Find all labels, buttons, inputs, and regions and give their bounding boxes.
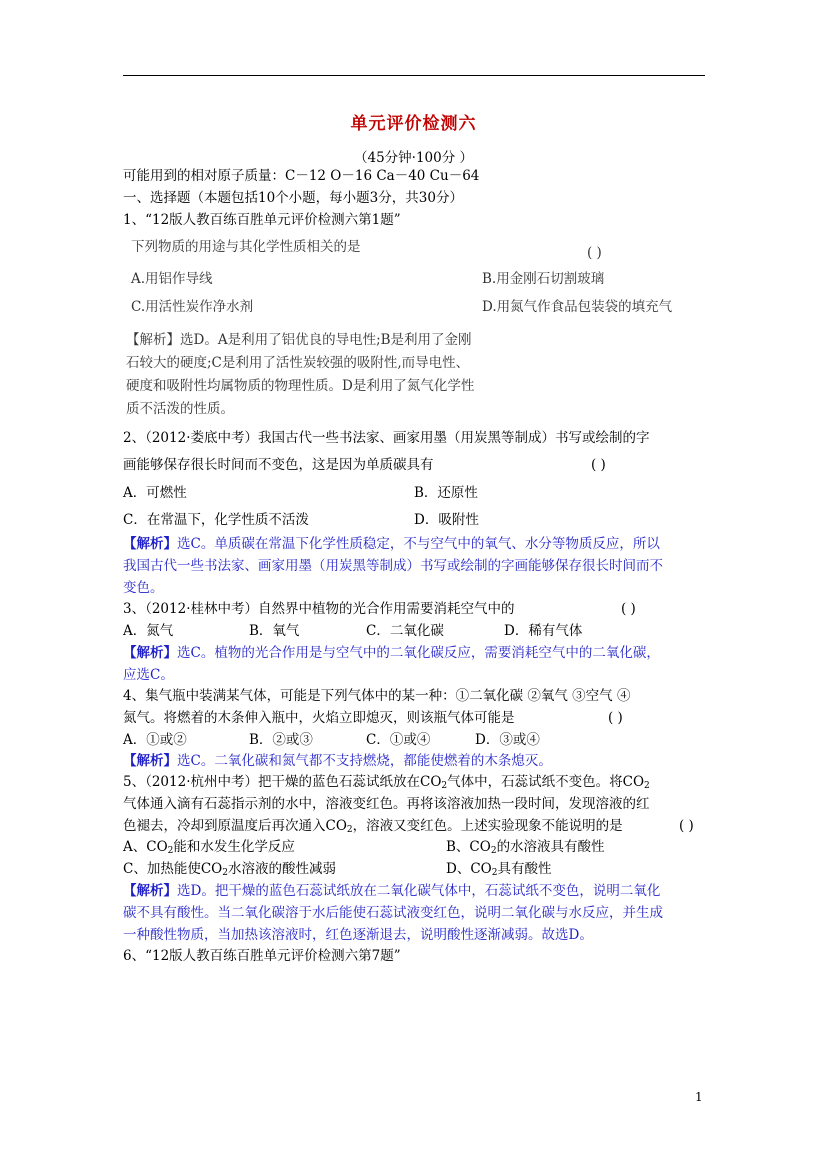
q3-option-d: D．稀有气体	[504, 623, 583, 639]
subscript: 2	[490, 846, 497, 856]
q5-option-d	[446, 860, 551, 882]
q4-option-b: B．②或③	[249, 732, 313, 748]
section-heading: 一、选择题（本题包括10个小题，每小题3分，共30分）	[123, 190, 463, 206]
q5-option-c	[123, 860, 336, 882]
q2-option-d: D．吸附性	[414, 512, 479, 528]
q2-analysis-line: 变色。	[123, 580, 164, 596]
q1-option-a: A.用铝作导线	[131, 271, 213, 287]
analysis-text: 选C。植物的光合作用是与空气中的二氧化碳反应，需要消耗空气中的二氧化碳，	[177, 645, 660, 661]
q1-analysis-line: 质不活泼的性质。	[126, 401, 234, 417]
q5-paren: ( )	[679, 818, 694, 834]
q5-option-a	[123, 838, 295, 860]
q4-option-d: D．③或④	[475, 732, 540, 748]
q2-stem-line2: 画能够保存很长时间而不变色，这是因为单质碳具有	[123, 457, 434, 473]
analysis-text: 选D。把干燥的蓝色石蕊试纸放在二氧化碳气体中，石蕊试纸不变色，说明二氧化	[177, 883, 661, 899]
analysis-tag: 【解析】	[123, 536, 177, 552]
q5-text: 气体中，石蕊试纸不变色。将CO	[447, 774, 645, 790]
atomic-mass-line: 可能用到的相对原子质量：C－12 O－16 Ca－40 Cu－64	[123, 168, 480, 184]
q5-text: 色褪去，冷却到原温度后再次通入CO	[123, 818, 347, 834]
q3-stem: 3、（2012·桂林中考）自然界中植物的光合作用需要消耗空气中的	[123, 601, 515, 617]
q5-option-b	[446, 838, 605, 860]
q5-analysis-line: 碳不具有酸性。当二氧化碳溶于水后能使石蕊试液变红色，说明二氧化碳与水反应，并生成	[123, 905, 663, 921]
analysis-text: 选C。二氧化碳和氮气都不支持燃烧，都能使燃着的木条熄灭。	[177, 753, 552, 769]
subscript: 2	[222, 868, 228, 878]
q1-option-b: B.用金刚石切割玻璃	[482, 271, 605, 287]
q4-stem-line1: 4、集气瓶中装满某气体，可能是下列气体中的某一种：①二氧化碳 ②氧气 ③空气 ④	[123, 688, 631, 704]
q5-text: 5、（2012·杭州中考）把干燥的蓝色石蕊试纸放在CO	[123, 774, 442, 790]
option-text: C、加热能使CO	[123, 861, 223, 877]
page-number: 1	[695, 1090, 703, 1104]
q5-analysis-line	[123, 882, 660, 900]
option-text: A、CO	[123, 839, 168, 855]
q3-analysis-line	[123, 644, 660, 662]
q3-option-c: C．二氧化碳	[366, 623, 444, 639]
subscript: 2	[491, 868, 498, 878]
q4-analysis-line	[123, 752, 552, 770]
option-text: 能和水发生化学反应	[173, 839, 295, 855]
q1-option-d: D.用氮气作食品包装袋的填充气	[482, 299, 673, 315]
option-text: 的水溶液具有酸性	[496, 839, 605, 855]
option-text: D、CO	[446, 861, 492, 877]
q1-analysis-line: 【解析】选D。A是利用了铝优良的导电性;B是利用了金刚	[126, 332, 472, 348]
q5-analysis-line: 一种酸性物质，当加热该溶液时，红色逐渐退去，说明酸性逐渐减弱。故选D。	[123, 927, 593, 943]
q2-analysis-line: 我国古代一些书法家、画家用墨（用炭黑等制成）书写或绘制的字画能够保存很长时间而不	[123, 558, 663, 574]
subscript: 2	[167, 846, 174, 856]
page-title: 单元评价检测六	[350, 114, 477, 134]
q4-option-a: A．①或②	[123, 732, 187, 748]
q4-option-c: C．①或④	[366, 732, 431, 748]
q2-option-a: A．可燃性	[123, 485, 187, 501]
q3-option-b: B．氧气	[249, 623, 300, 639]
q1-paren: ( )	[587, 245, 602, 261]
page-subtitle: （45分钟·100分 ）	[353, 150, 474, 166]
q3-analysis-line: 应选C。	[123, 667, 174, 683]
q2-option-b: B．还原性	[414, 485, 478, 501]
q1-analysis-line: 石较大的硬度;C是利用了活性炭较强的吸附性,而导电性、	[126, 355, 470, 371]
header-rule	[123, 75, 705, 76]
q4-stem-line2: 氮气。将燃着的木条伸入瓶中，火焰立即熄灭，则该瓶气体可能是	[123, 710, 515, 726]
analysis-text: 选C。单质碳在常温下化学性质稳定，不与空气中的氧气、水分等物质反应，所以	[177, 536, 660, 552]
q5-text: ，溶液又变红色。上述实验现象不能说明的是	[352, 818, 623, 834]
analysis-tag: 【解析】	[123, 753, 177, 769]
q3-option-a: A．氮气	[123, 623, 174, 639]
option-text: 水溶液的酸性减弱	[227, 861, 336, 877]
subscript: 2	[346, 825, 353, 835]
q1-analysis-line: 硬度和吸附性均属物质的物理性质。D是利用了氮气化学性	[126, 378, 475, 394]
option-text: B、CO	[446, 839, 491, 855]
q2-stem-line1: 2、（2012·娄底中考）我国古代一些书法家、画家用墨（用炭黑等制成）书写或绘制的字	[123, 430, 650, 446]
q1-reference: 1、“12版人教百练百胜单元评价检测六第1题”	[123, 212, 401, 228]
q1-stem: 下列物质的用途与其化学性质相关的是	[131, 239, 361, 255]
subscript: 2	[441, 781, 448, 791]
q1-option-c: C.用活性炭作净水剂	[131, 299, 254, 315]
q5-stem-line2: 气体通入滴有石蕊指示剂的水中，溶液变红色。再将该溶液加热一段时间，发现溶液的红	[123, 796, 650, 812]
subscript: 2	[644, 781, 650, 791]
q2-paren: ( )	[591, 457, 606, 473]
q6-reference: 6、“12版人教百练百胜单元评价检测六第7题”	[123, 948, 401, 964]
q2-option-c: C．在常温下，化学性质不活泼	[123, 512, 309, 528]
q4-paren: ( )	[608, 710, 623, 726]
q5-stem-line1	[123, 773, 650, 795]
q2-analysis-line	[123, 535, 660, 553]
analysis-tag: 【解析】	[123, 883, 177, 899]
option-text: 具有酸性	[497, 861, 552, 877]
q3-paren: ( )	[621, 601, 636, 617]
analysis-tag: 【解析】	[123, 645, 177, 661]
q5-stem-line3	[123, 817, 623, 839]
